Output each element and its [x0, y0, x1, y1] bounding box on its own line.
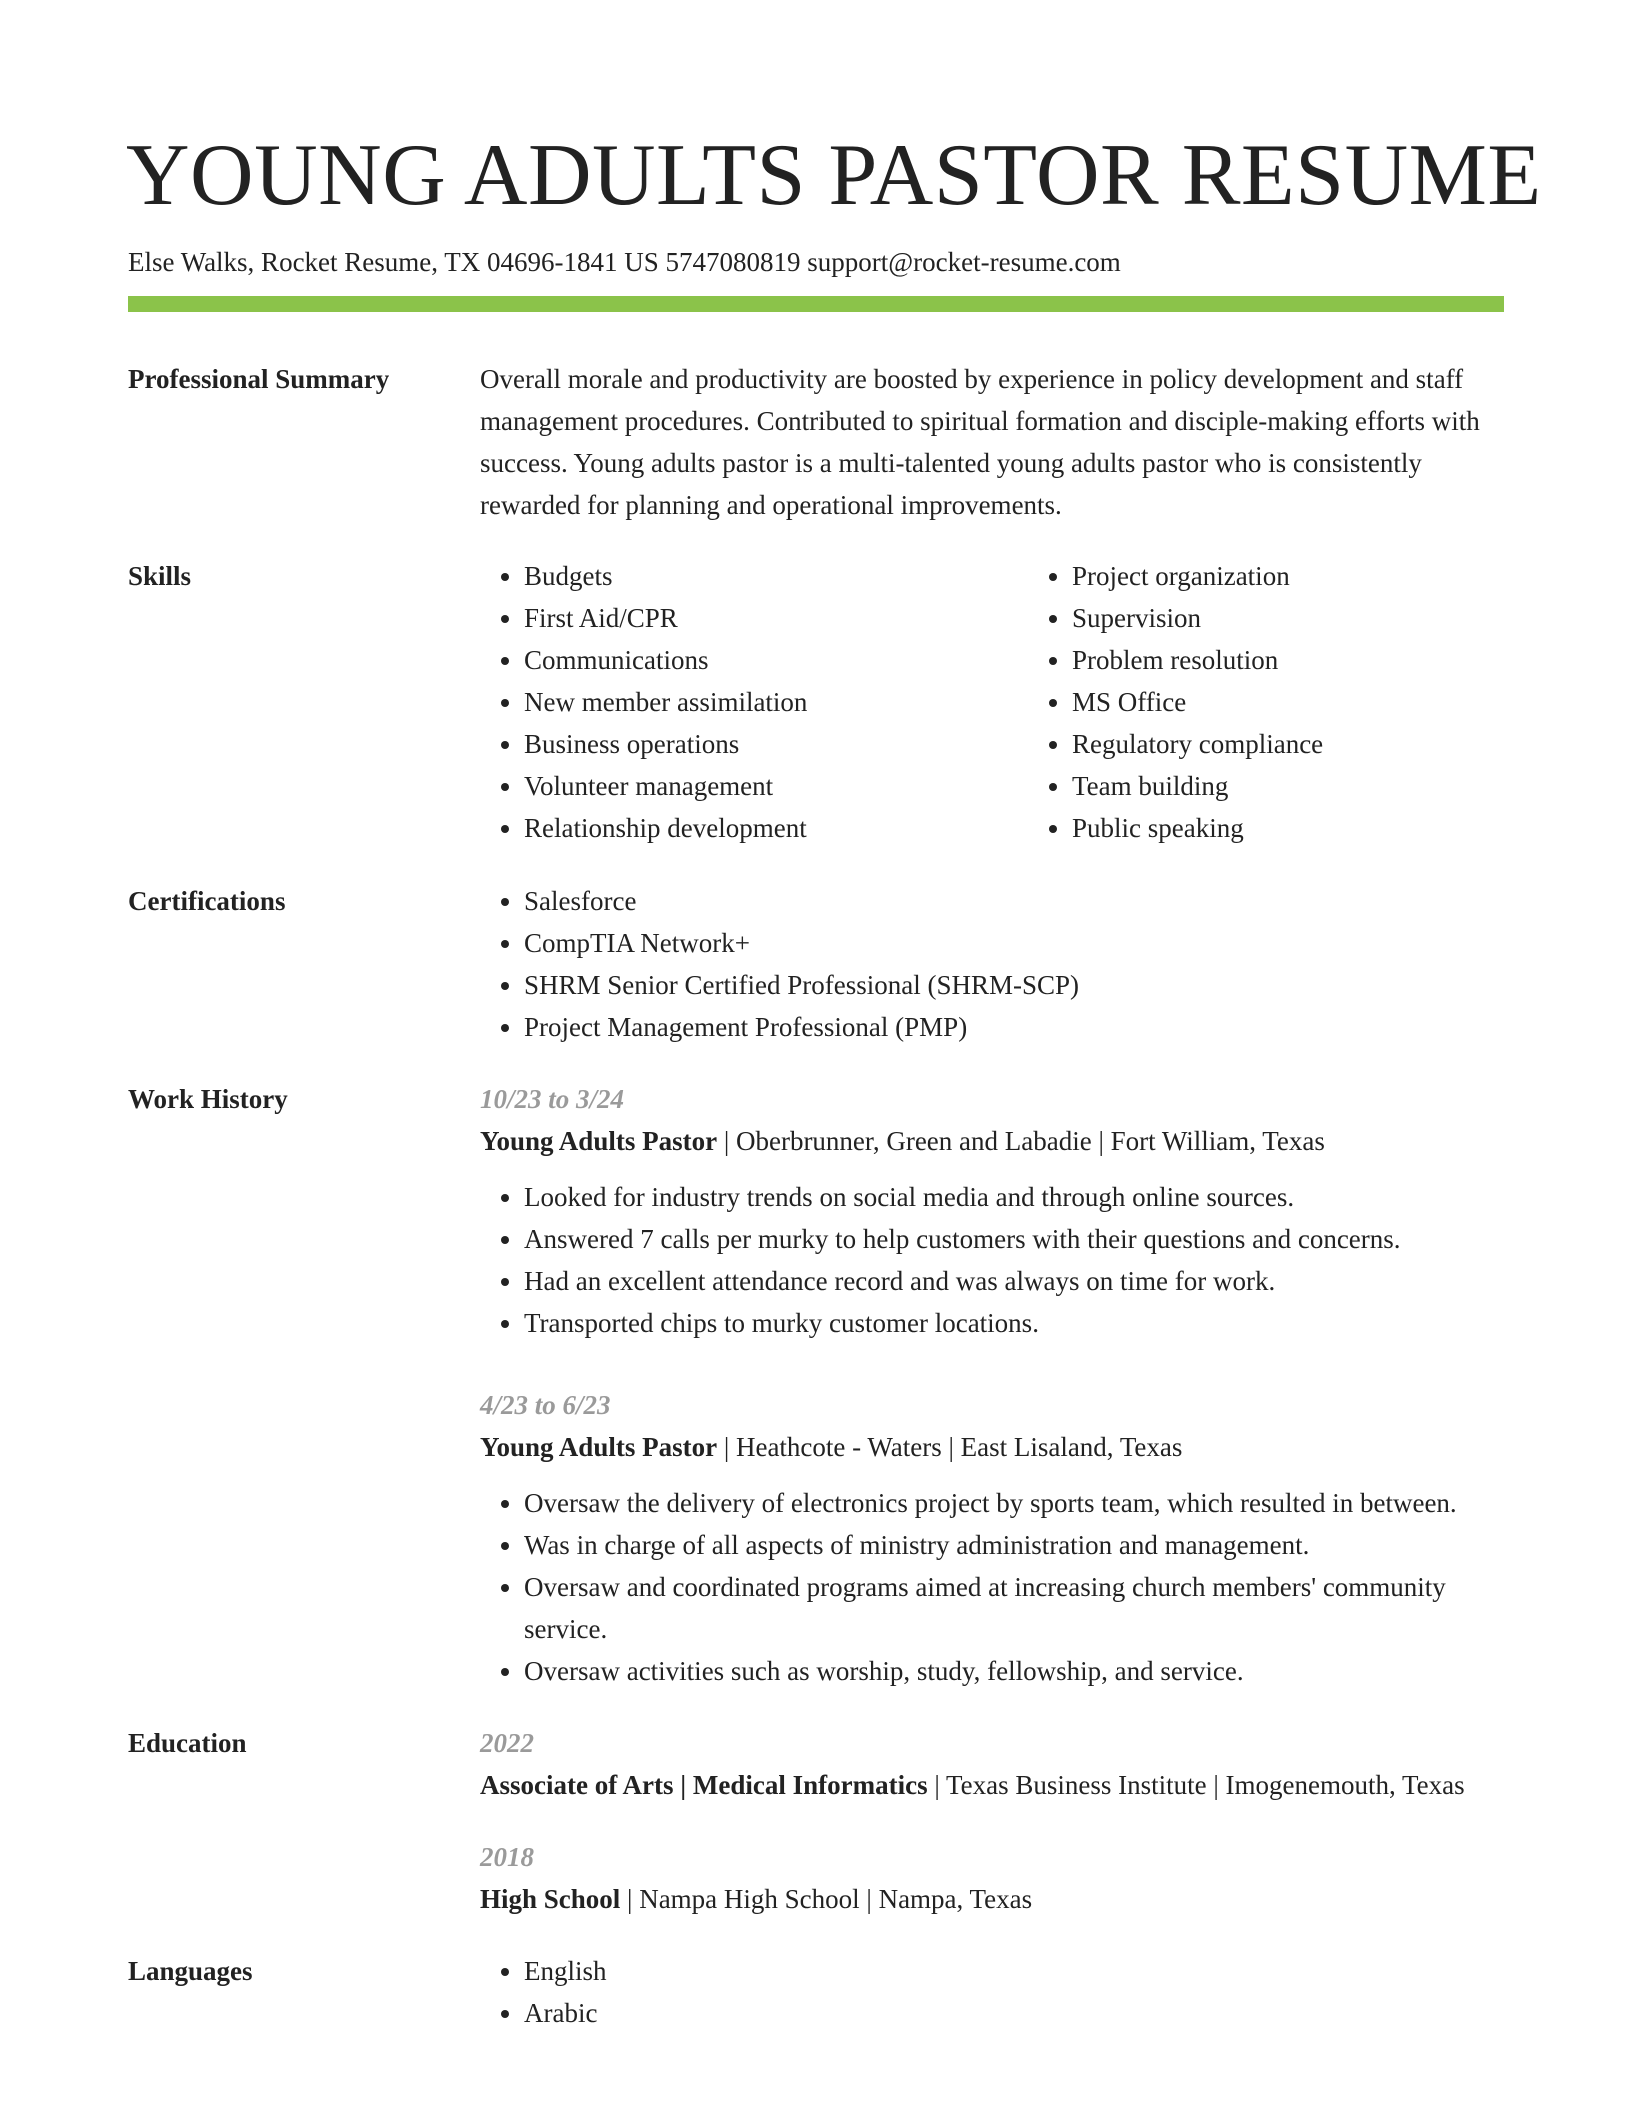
- languages-heading: Languages: [128, 1956, 253, 1987]
- education-entry: [480, 1836, 1504, 1920]
- education-heading: Education: [128, 1728, 247, 1759]
- skill-item: • Volunteer management: [524, 765, 1028, 807]
- education-year: 2022: [480, 1728, 534, 1759]
- certifications-list: [480, 880, 1504, 1048]
- skill-item: • Relationship development: [524, 807, 1028, 849]
- skill-item: • Communications: [524, 639, 1028, 681]
- certification-item: • CompTIA Network+: [524, 922, 1504, 964]
- language-item: • English: [524, 1950, 1504, 1992]
- language-item: • Arabic: [524, 1992, 1504, 2034]
- skill-item: • Regulatory compliance: [1072, 723, 1576, 765]
- summary-text: Overall morale and productivity are boosted by experience in policy development and staff management procedures. Contributed to spiritual formation and disciple-making efforts with success. Young adults pastor is a multi-talented young adults pastor who is consistently rewarded for planning and operational improvements.: [480, 364, 1480, 521]
- job-bullet: • Oversaw and coordinated programs aimed at increasing church members' community service.: [524, 1566, 1504, 1650]
- skill-item: • New member assimilation: [524, 681, 1028, 723]
- education-degree: High School: [480, 1884, 621, 1915]
- job-bullet: • Answered 7 calls per murky to help customers with their questions and concerns.: [524, 1218, 1504, 1260]
- job-dates: 4/23 to 6/23: [480, 1390, 611, 1421]
- work-history-heading: Work History: [128, 1084, 288, 1115]
- education-heading-line: [480, 1764, 1504, 1806]
- job-bullet: • Looked for industry trends on social media and through online sources.: [524, 1176, 1504, 1218]
- certifications-heading: Certifications: [128, 886, 286, 917]
- job-bullet: • Oversaw the delivery of electronics project by sports team, which resulted in between.: [524, 1482, 1504, 1524]
- job-title: Young Adults Pastor: [480, 1126, 718, 1157]
- skill-item: • Supervision: [1072, 597, 1576, 639]
- job-entry: [480, 1384, 1504, 1692]
- education-heading-line: [480, 1878, 1504, 1920]
- job-bullets: [480, 1176, 1504, 1344]
- skill-item: • MS Office: [1072, 681, 1576, 723]
- summary-section: [128, 358, 1504, 526]
- job-bullet: • Had an excellent attendance record and was always on time for work.: [524, 1260, 1504, 1302]
- education-entry: [480, 1722, 1504, 1806]
- education-details: | Texas Business Institute | Imogenemouth, Texas: [927, 1770, 1465, 1801]
- skills-columns: [480, 555, 1576, 849]
- skill-item: • Problem resolution: [1072, 639, 1576, 681]
- contact-line: Else Walks, Rocket Resume, TX 04696-1841 US 5747080819 support@rocket-resume.com: [128, 247, 1121, 277]
- job-heading: [480, 1120, 1504, 1162]
- skills-section: [128, 555, 1504, 849]
- skills-list-left: [480, 555, 1028, 849]
- education-section: [128, 1722, 1504, 1920]
- job-dates: 10/23 to 3/24: [480, 1084, 625, 1115]
- resume-title: YOUNG ADULTS PASTOR RESUME: [126, 127, 1542, 224]
- skill-item: • Team building: [1072, 765, 1576, 807]
- header-divider: [128, 296, 1504, 312]
- job-entry: [480, 1078, 1504, 1344]
- skills-list-right: [1028, 555, 1576, 849]
- summary-heading: Professional Summary: [128, 364, 390, 395]
- education-year: 2018: [480, 1842, 534, 1873]
- job-bullet: • Oversaw activities such as worship, study, fellowship, and service.: [524, 1650, 1504, 1692]
- skill-item: • Budgets: [524, 555, 1028, 597]
- job-details: | Oberbrunner, Green and Labadie | Fort William, Texas: [717, 1126, 1325, 1157]
- job-bullets: [480, 1482, 1504, 1692]
- education-details: | Nampa High School | Nampa, Texas: [620, 1884, 1033, 1915]
- certification-item: • Project Management Professional (PMP): [524, 1006, 1504, 1048]
- certification-item: • Salesforce: [524, 880, 1504, 922]
- work-history-section: [128, 1078, 1504, 1692]
- education-degree: Associate of Arts | Medical Informatics: [480, 1770, 928, 1801]
- job-title: Young Adults Pastor: [480, 1432, 718, 1463]
- skill-item: • Public speaking: [1072, 807, 1576, 849]
- languages-section: [128, 1950, 1504, 2034]
- skill-item: • Project organization: [1072, 555, 1576, 597]
- certification-item: • SHRM Senior Certified Professional (SHRM-SCP): [524, 964, 1504, 1006]
- languages-list: [480, 1950, 1504, 2034]
- skill-item: • First Aid/CPR: [524, 597, 1028, 639]
- job-heading: [480, 1426, 1504, 1468]
- certifications-section: [128, 880, 1504, 1048]
- job-bullet: • Was in charge of all aspects of ministry administration and management.: [524, 1524, 1504, 1566]
- skills-heading: Skills: [128, 561, 192, 592]
- skill-item: • Business operations: [524, 723, 1028, 765]
- job-details: | Heathcote - Waters | East Lisaland, Texas: [717, 1432, 1183, 1463]
- job-bullet: • Transported chips to murky customer locations.: [524, 1302, 1504, 1344]
